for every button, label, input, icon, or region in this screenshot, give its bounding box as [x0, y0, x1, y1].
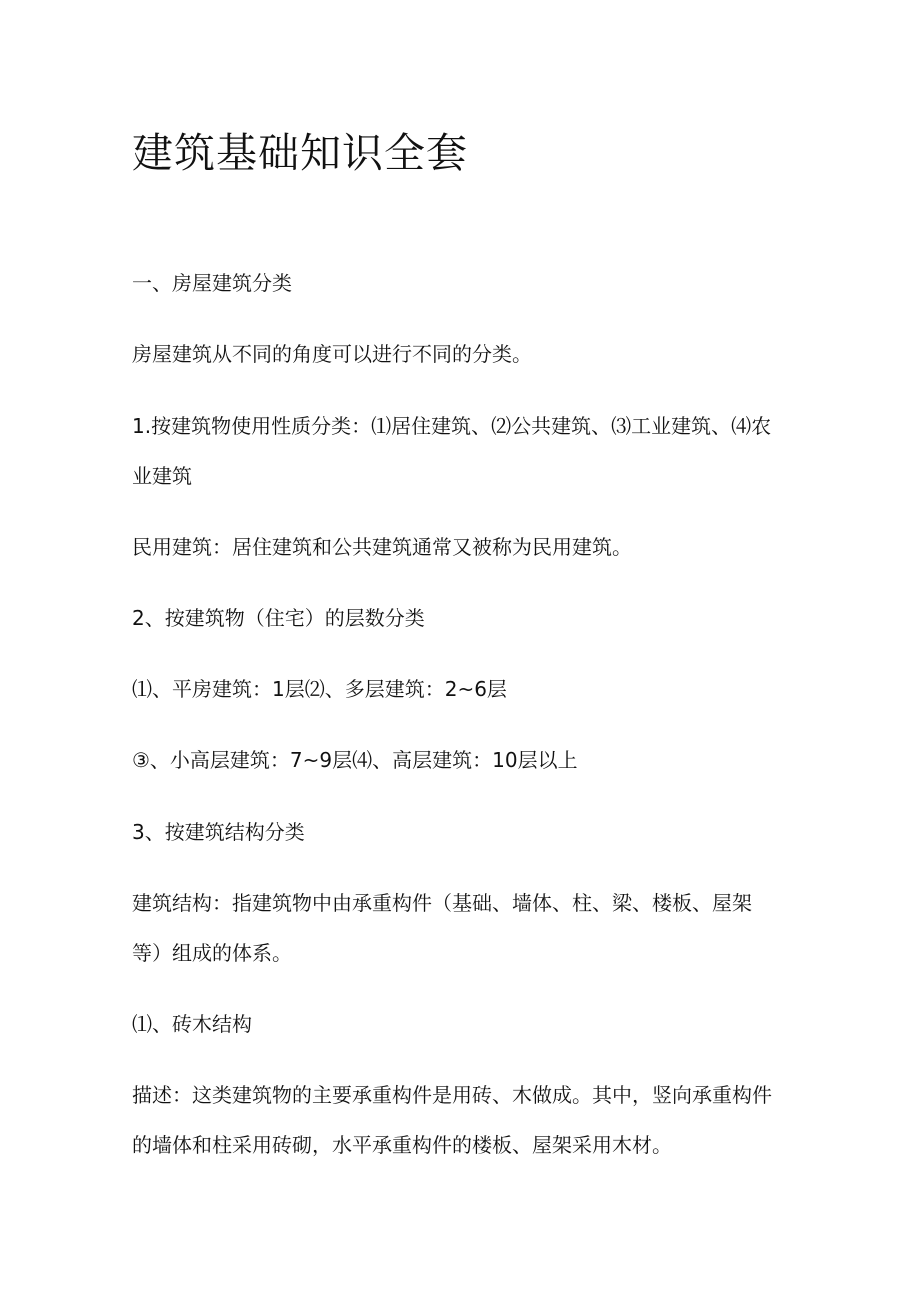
- paragraph-usage-classification: 1.按建筑物使用性质分类：⑴居住建筑、⑵公共建筑、⑶工业建筑、⑷农: [132, 414, 772, 438]
- paragraph-structure-definition: 建筑结构：指建筑物中由承重构件（基础、墙体、柱、梁、楼板、屋架: [132, 891, 752, 915]
- section-heading-building-classification: 一、房屋建筑分类: [132, 271, 292, 295]
- paragraph-brick-wood-description: 描述：这类建筑物的主要承重构件是用砖、木做成。其中，竖向承重构件: [132, 1083, 772, 1107]
- section-heading-structure-classification: 3、按建筑结构分类: [132, 820, 305, 844]
- paragraph-low-multi-storey: ⑴、平房建筑：1层⑵、多层建筑：2~6层: [132, 677, 507, 701]
- subheading-brick-wood-structure: ⑴、砖木结构: [132, 1012, 252, 1036]
- paragraph-structure-definition-cont: 等）组成的体系。: [132, 941, 292, 965]
- paragraph-usage-classification-cont: 业建筑: [132, 464, 192, 488]
- paragraph-brick-wood-description-cont: 的墙体和柱采用砖砌，水平承重构件的楼板、屋架采用木材。: [132, 1133, 672, 1157]
- document-title: 建筑基础知识全套: [132, 129, 468, 177]
- section-heading-storey-classification: 2、按建筑物（住宅）的层数分类: [132, 606, 425, 630]
- paragraph-mid-high-storey: ③、小高层建筑：7~9层⑷、高层建筑：10层以上: [132, 748, 578, 772]
- paragraph-intro: 房屋建筑从不同的角度可以进行不同的分类。: [132, 342, 532, 366]
- paragraph-civil-building: 民用建筑：居住建筑和公共建筑通常又被称为民用建筑。: [132, 535, 632, 559]
